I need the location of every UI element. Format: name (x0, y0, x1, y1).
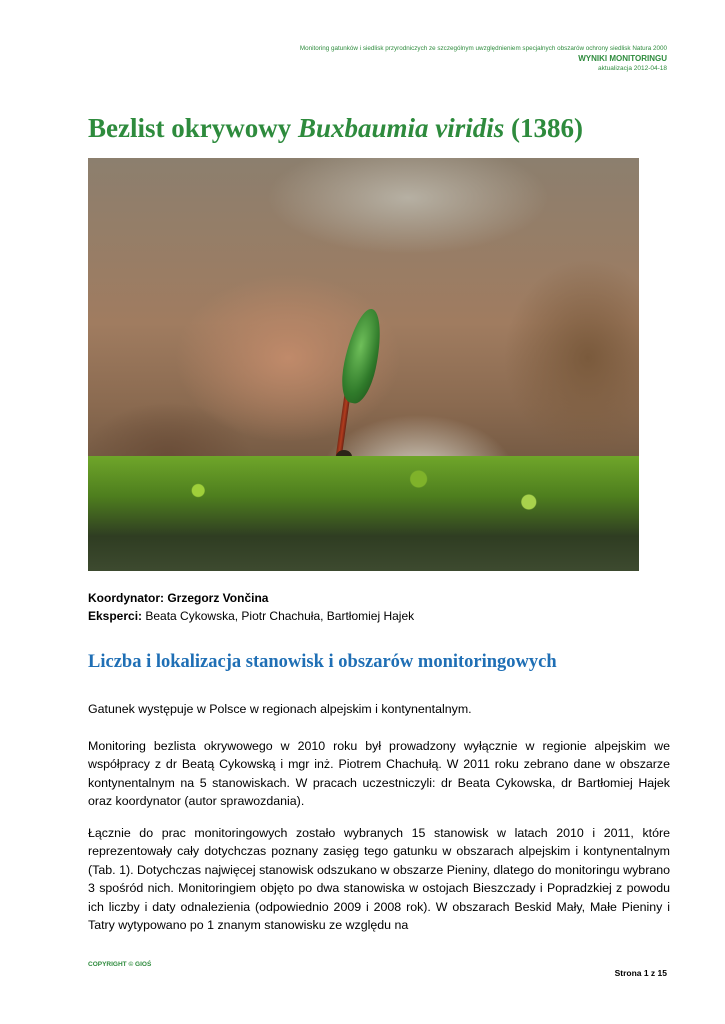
section-heading: Liczba i lokalizacja stanowisk i obszarów monitoringowych (88, 652, 557, 672)
coordinator-line (88, 591, 268, 605)
header-project-title: Monitoring gatunków i siedlisk przyrodniczych ze szczególnym uwzględnieniem specjalnych obszarów ochrony siedlisk Natura 2000 (299, 45, 667, 52)
page-title (88, 113, 583, 144)
coordinator-text: Koordynator: Grzegorz Vončina (88, 591, 269, 605)
footer-copyright: COPYRIGHT © GIOŚ (88, 961, 152, 968)
experts-label: Eksperci: (88, 609, 143, 623)
paragraph-3: Łącznie do prac monitoringowych zostało wybranych 15 stanowisk w latach 2010 i 2011, które reprezentowały cały dotychczas poznany zasięg tego gatunku w obszarach alpejskim i kontynentalnym (Tab. 1). Dotychczas najwięcej stanowisk odszukano w obszarze Pieniny, dlatego do monitoringu wybrano 3 spośród nich. Monitoringiem objęto po dwa stanowiska w ostojach Bieszczady i Popradzkiej z powodu ich liczby i daty odnalezienia (odpowiednio 2009 i 2008 rok). W obszarach Beskid Mały, Małe Pieniny i Tatry wytypowano po 1 znanym stanowisku ze względu na (88, 826, 670, 933)
title-species-code: (1386) (504, 113, 584, 143)
moss-capsule (336, 306, 387, 407)
title-latin-name: Buxbaumia viridis (297, 113, 505, 143)
header-update-date: aktualizacja 2012-04-18 (597, 65, 667, 72)
footer-page-number: Strona 1 z 15 (614, 968, 667, 978)
paragraph-2: Monitoring bezlista okrywowego w 2010 roku był prowadzony wyłącznie w regionie alpejskim we współpracy z dr Beatą Cykowską i mgr inż. Piotrem Chachułą. W 2011 roku zebrano dane w obszarze kontynentalnym na 5 stanowiskach. W pracach uczestniczyli: dr Beata Cykowska, dr Bartłomiej Hajek oraz koordynator (autor sprawozdania). (88, 739, 670, 809)
species-photo (88, 158, 639, 571)
title-common-name: Bezlist okrywowy (88, 113, 298, 143)
paragraph-1: Gatunek występuje w Polsce w regionach alpejskim i kontynentalnym. (88, 702, 472, 716)
experts-names: Beata Cykowska, Piotr Chachuła, Bartłomiej Hajek (142, 609, 415, 623)
experts-line (88, 609, 414, 623)
header-section-label: WYNIKI MONITORINGU (578, 54, 667, 63)
moss-log (88, 456, 639, 571)
running-header (300, 44, 667, 74)
